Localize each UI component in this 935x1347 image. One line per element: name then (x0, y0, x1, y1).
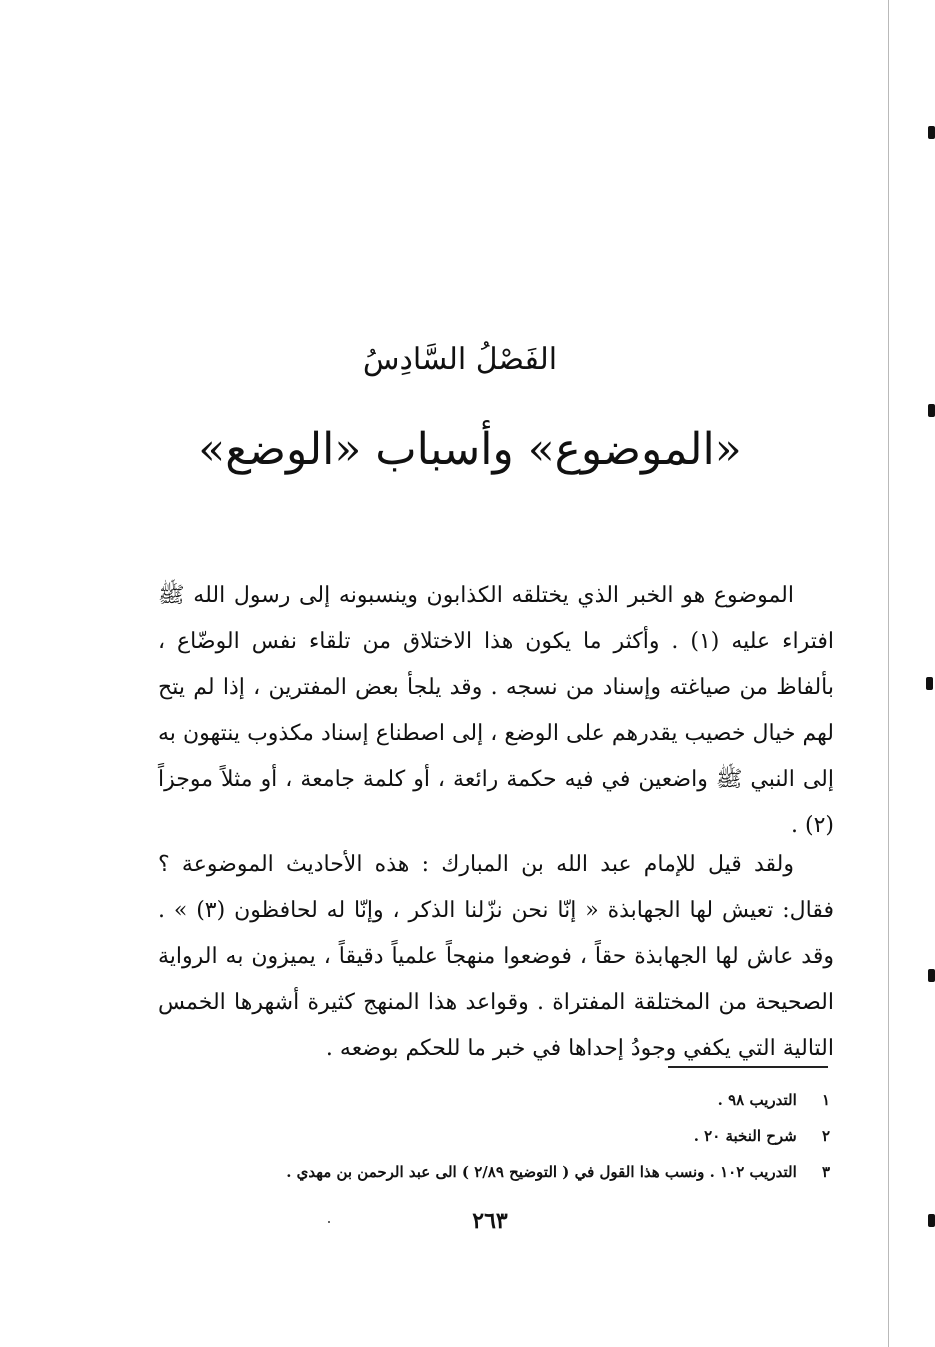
footnote-3 (170, 1154, 830, 1190)
footnote-text: شرح النخبة ٢٠ . (693, 1127, 797, 1145)
footnote-number: ١ (821, 1091, 830, 1109)
footnote-number: ٣ (821, 1163, 830, 1181)
binding-hole-5 (928, 1214, 935, 1227)
binding-hole-4 (928, 969, 935, 982)
footnote-1 (170, 1082, 830, 1118)
footnote-2 (170, 1118, 830, 1154)
page-edge-line (888, 0, 889, 1347)
footnotes (170, 1082, 830, 1190)
footnote-text: التدريب ١٠٢ . ونسب هذا القول في ( التوضيح ٢/٨٩ ) الى عبد الرحمن بن مهدي . (286, 1163, 797, 1181)
binding-hole-1 (928, 126, 935, 139)
paragraph-1: الموضوع هو الخبر الذي يختلقه الكذابون وينسبونه إلى رسول الله ﷺ افتراء عليه (١) . وأكثر ما يكون هذا الاختلاق من تلقاء نفس الوضّاع ، بألفاظ من صياغته وإسناد من نسجه . وقد يلجأ بعض المفترين ، إذا لم يتح لهم خيال خصيب يقدرهم على الوضع ، إلى اصطناع إسناد مكذوب ينتهون به إلى النبي ﷺ واضعين في فيه حكمة رائعة ، أو كلمة جامعة ، أو مثلاً موجزاً (٢) . (158, 583, 834, 838)
footnote-number: ٢ (821, 1127, 830, 1145)
binding-hole-2 (928, 404, 935, 417)
page-number: ٢٦٣ (472, 1208, 508, 1234)
footnote-separator (668, 1066, 828, 1068)
footnote-text: التدريب ٩٨ . (717, 1091, 797, 1109)
chapter-heading: الفَصْلُ السَّادِسُ (362, 342, 558, 377)
binding-hole-3 (926, 677, 933, 690)
paragraph-2: ولقد قيل للإمام عبد الله بن المبارك : هذه الأحاديث الموضوعة ؟ فقال: تعيش لها الجهابذة « إنّا نحن نزّلنا الذكر ، وإنّا له لحافظون (٣) » . وقد عاش لها الجهابذة حقاً ، فوضعوا منهجاً علمياً دقيقاً ، يميزون به الرواية الصحيحة من المختلقة المفتراة . وقواعد هذا المنهج كثيرة أشهرها الخمس التالية التي يكفي وجودُ إحداها في خبر ما للحكم بوضعه . (158, 852, 834, 1061)
chapter-title: «الموضوع» وأسباب «الوضع» (198, 424, 742, 475)
scan-speck (328, 1221, 330, 1223)
